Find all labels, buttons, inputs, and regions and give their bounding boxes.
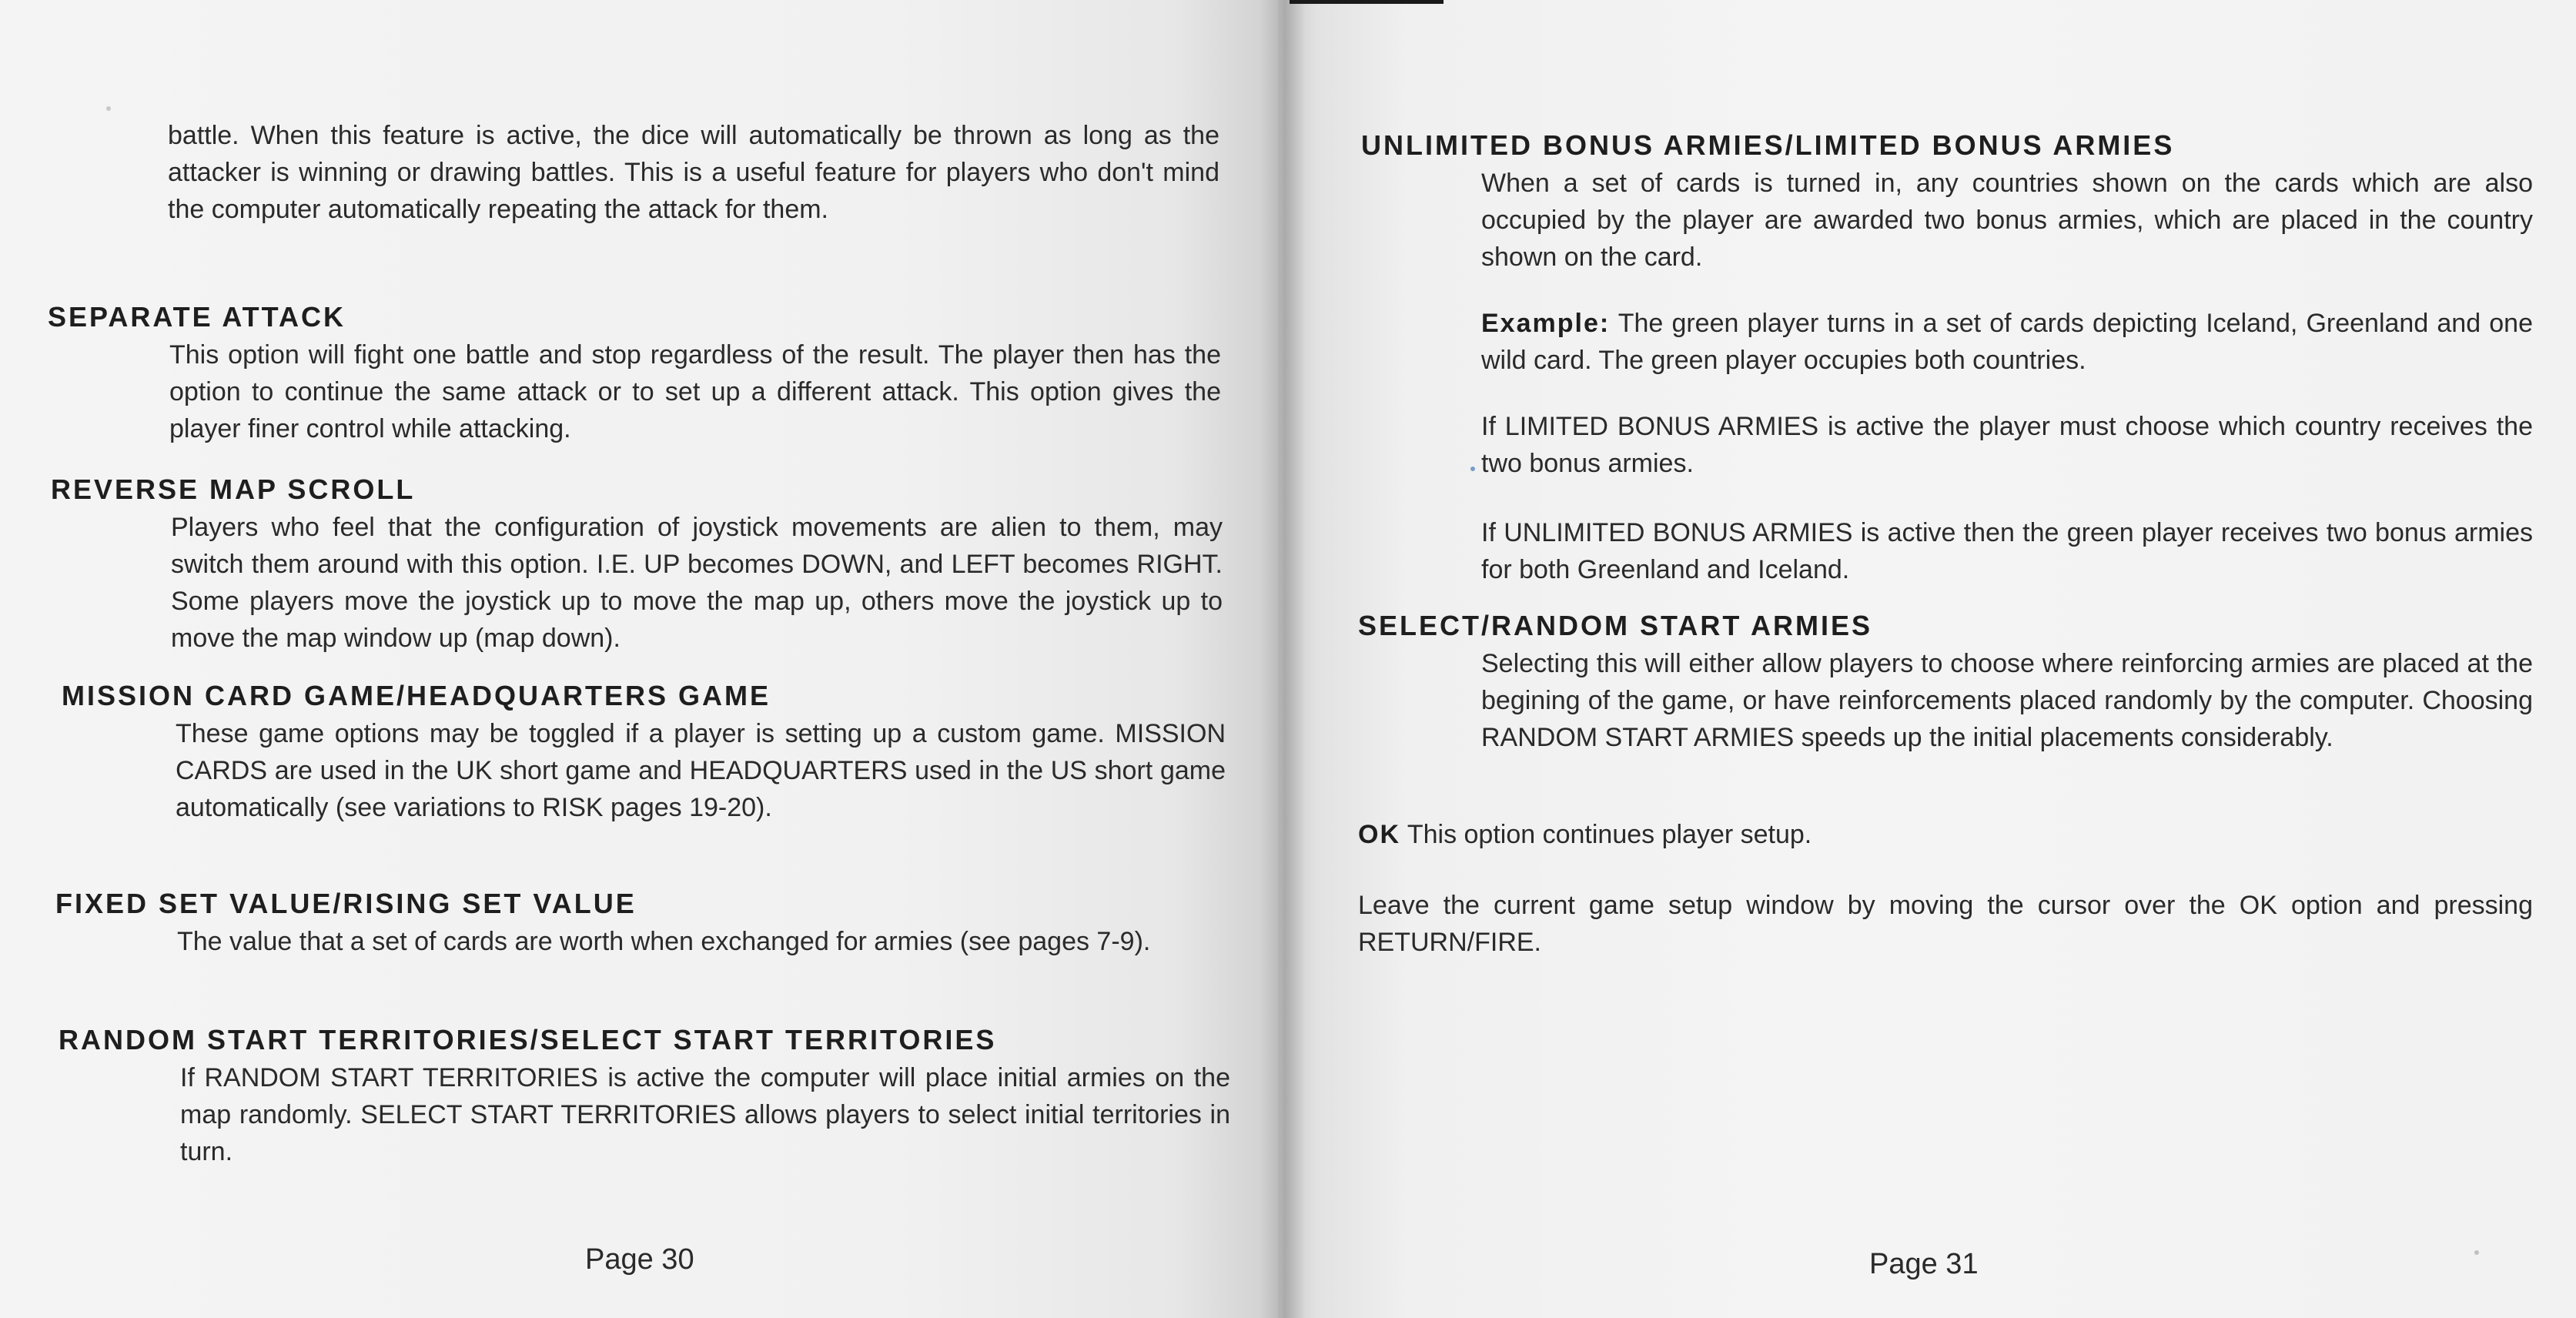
left-page bbox=[0, 0, 1278, 1318]
paper-speck bbox=[1470, 467, 1475, 471]
ok-label: OK bbox=[1358, 820, 1400, 849]
limited-bonus-paragraph: If LIMITED BONUS ARMIES is active the player must choose which country receives the two bonus armies. bbox=[1481, 412, 2533, 478]
section-body: These game options may be toggled if a player is setting up a custom game. MISSION CARDS are used in the UK short game and HEADQUARTERS used in the US short game automatically (see variations to RISK pages 19-20). bbox=[176, 719, 1226, 822]
example-label: Example: bbox=[1481, 309, 1611, 338]
intro-paragraph: battle. When this feature is active, the dice will automatically be thrown as long as the attacker is winning or drawing battles. This is a useful feature for players who don't mind the computer automatically repeating the attack for them. bbox=[168, 121, 1219, 224]
section-select-random-start-armies bbox=[1358, 607, 2533, 756]
ok-paragraph bbox=[1358, 816, 2533, 853]
section-body: Selecting this will either allow players to choose where reinforcing armies are placed at the begining of the game, or have reinforcements placed randomly by the computer. Choosing RANDOM START ARMIES speeds up the initial placements considerably. bbox=[1481, 649, 2533, 752]
section-heading: MISSION CARD GAME/HEADQUARTERS GAME bbox=[62, 680, 771, 711]
leave-paragraph: Leave the current game setup window by moving the cursor over the OK option and pressing RETURN/FIRE. bbox=[1358, 891, 2533, 957]
section-random-start-territories bbox=[59, 1021, 1230, 1170]
paper-speck bbox=[2474, 1250, 2479, 1255]
section-heading: REVERSE MAP SCROLL bbox=[51, 473, 416, 505]
right-page bbox=[1278, 0, 2576, 1318]
section-heading: UNLIMITED BONUS ARMIES/LIMITED BONUS ARMIES bbox=[1361, 129, 2175, 161]
section-fixed-set-value bbox=[55, 885, 1227, 960]
section-bonus-armies bbox=[1361, 126, 2533, 588]
section-heading: RANDOM START TERRITORIES/SELECT START TERRITORIES bbox=[59, 1024, 997, 1055]
ok-text: This option continues player setup. bbox=[1400, 820, 1812, 849]
book-spine-shadow bbox=[1260, 0, 1306, 1318]
bonus-armies-paragraph: When a set of cards is turned in, any countries shown on the cards which are also occupied by the player are awarded two bonus armies, which are placed in the country shown on the card. bbox=[1481, 169, 2533, 272]
section-heading: FIXED SET VALUE/RISING SET VALUE bbox=[55, 888, 637, 919]
page-number: Page 30 bbox=[585, 1243, 694, 1276]
section-body: The value that a set of cards are worth when exchanged for armies (see pages 7-9). bbox=[177, 927, 1151, 956]
paper-speck bbox=[106, 106, 111, 111]
section-heading: SELECT/RANDOM START ARMIES bbox=[1358, 610, 1872, 641]
section-body: Players who feel that the configuration of joystick movements are alien to them, may switch them around with this option. I.E. UP becomes DOWN, and LEFT becomes RIGHT. Some players move the joystick up to move the map up, others move the joystick up to move the map window up (map down). bbox=[171, 513, 1223, 653]
section-body: This option will fight one battle and stop regardless of the result. The player then has the option to continue the same attack or to set up a different attack. This option gives the player finer control while attacking. bbox=[169, 340, 1221, 443]
unlimited-bonus-paragraph: If UNLIMITED BONUS ARMIES is active then the green player receives two bonus armies for both Greenland and Iceland. bbox=[1481, 518, 2533, 584]
section-separate-attack bbox=[48, 298, 1221, 447]
section-reverse-map-scroll bbox=[51, 470, 1223, 657]
example-paragraph bbox=[1481, 305, 2533, 379]
page-number: Page 31 bbox=[1869, 1248, 1979, 1280]
section-heading: SEPARATE ATTACK bbox=[48, 301, 346, 333]
section-body: If RANDOM START TERRITORIES is active the computer will place initial armies on the map randomly. SELECT START TERRITORIES allows players to select initial territories in turn. bbox=[180, 1063, 1230, 1166]
example-text: The green player turns in a set of cards depicting Iceland, Greenland and one wild card. The green player occupies both countries. bbox=[1481, 309, 2533, 375]
binding-edge bbox=[1290, 0, 1444, 4]
section-mission-card-game bbox=[62, 677, 1226, 826]
